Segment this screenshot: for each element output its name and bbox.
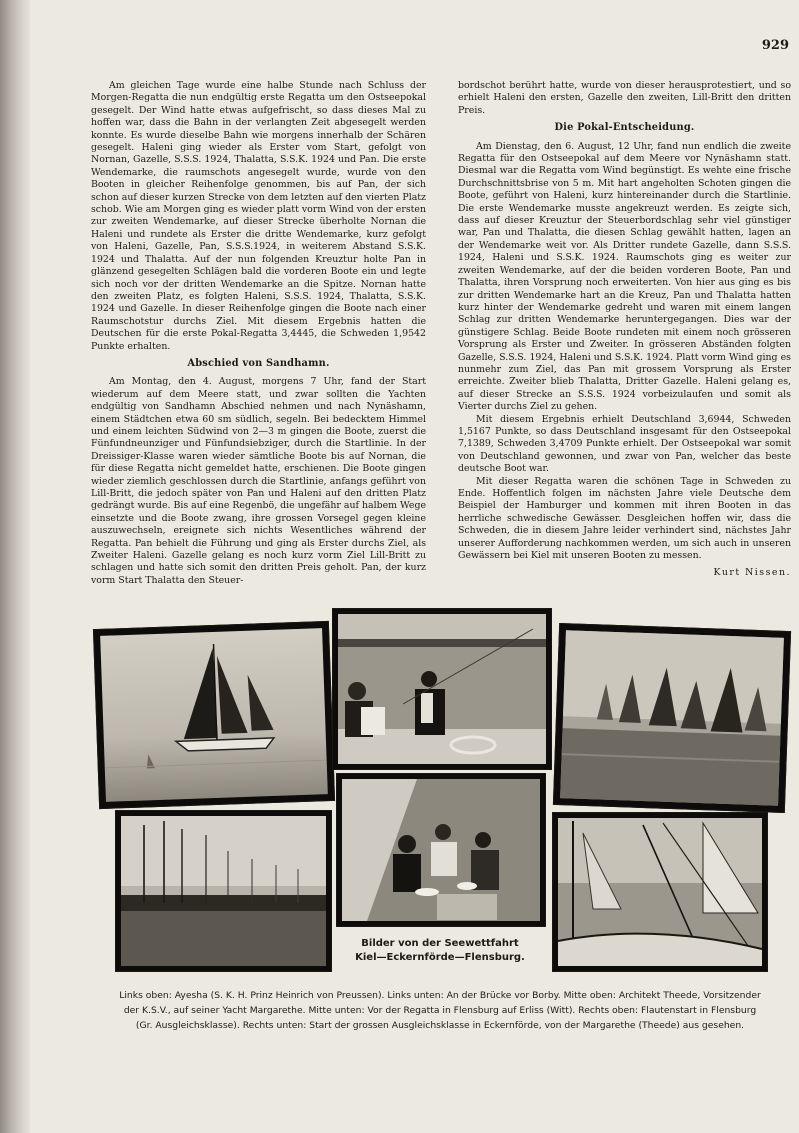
- section-heading-sandhamn: Abschied von Sandhamn.: [187, 357, 330, 369]
- section-heading-pokal: Die Pokal-Entscheidung.: [554, 122, 695, 134]
- photo-regatta-flensburg-erliss: [336, 773, 546, 927]
- gallery-panel-title: [336, 927, 544, 975]
- photo-caption: Links oben: Ayesha (S. K. H. Prinz Heinrich von Preussen). Links unten: An der Brücke vor Borby. Mitte oben: Architekt Theede, Vorsitzender der K.S.V., auf seiner Yacht Margarethe. Mitte unten: Vor der Regatta in Flensburg auf Erliss (Witt). Rechts oben: Flautenstart in Flensburg (Gr. Ausgleichsklasse). Rechts unten: Start der grossen Ausgleichsklasse in Eckernförde, von der Margarethe (Theede) aus gesehen.: [119, 990, 761, 1031]
- book-binding-shadow: [0, 0, 30, 1133]
- photo-ayesha-sailing: [93, 621, 335, 809]
- article-paragraph: Am Montag, den 4. August, morgens 7 Uhr, fand der Start wiederum auf dem Meere statt, und zwar sollten die Yachten endgültig von Sandhamn Abschied nehmen und nach Nynäshamn, einem Städtchen etwa 60 sm südlich, segeln. Bei bedecktem Himmel und einem leichten Südwind von 2—3 m gingen die Boote, zuerst die Fünfundneunziger und Fünfundsiebziger, durch die Startlinie. In der Dreissiger-Klasse waren wieder sämtliche Boote bis auf Nornan, die für diese Regatta nicht gemeldet hatte, erschienen. Die Boote gingen wieder ziemlich geschlossen durch die Startlinie, anfangs geführt von Lill-Britt, die jedoch später von Pan und Haleni auf den dritten Platz gedrängt wurde. Bis auf eine Regenbö, die ungefähr auf halbem Wege einsetzte und die Boote zwang, ihre grossen Vorsegel gegen kleine auszuwechseln, ereignete sich nichts Wesentliches während der Regatta. Pan behielt die Führung und ging als Erster durchs Ziel, als Zweiter Haleni. Gazelle gelang es noch kurz vorm Ziel Lill-Britt zu schlagen und hatte sich somit den dritten Preis geholt. Pan, der kurz vorm Start Thalatta den Steuer-: [91, 376, 426, 586]
- page-number: 929: [761, 38, 789, 53]
- gallery-title-line1: Bilder von der Seewettfahrt: [361, 938, 519, 949]
- photo-flautenstart-flensburg: [553, 623, 791, 813]
- article-right-column: [458, 80, 791, 580]
- article-paragraph: bordschot berührt hatte, wurde von dieser herausprotestiert, und so erhielt Haleni den ersten, Gazelle den zweiten, Lill-Britt den dritten Preis.: [458, 80, 791, 116]
- article-paragraph: Mit diesem Ergebnis erhielt Deutschland 3,6944, Schweden 1,5167 Punkte, so dass Deutschland insgesamt für den Ostseepokal 7,1389, Schweden 3,4709 Punkte erhielt. Der Ostseepokal war somit von Deutschland gewonnen, und zwar von Pan, welcher das beste deutsche Boot war.: [458, 413, 791, 475]
- photo-theede-yacht-margarethe: [332, 608, 552, 770]
- photo-start-ausgleichsklasse-eckernfoerde: [552, 812, 768, 972]
- article-paragraph: Am Dienstag, den 6. August, 12 Uhr, fand nun endlich die zweite Regatta für den Ostseepokal auf dem Meere vor Nynäshamn statt. Diesmal war die Regatta vom Wind begünstigt. Es wehte eine frische Durchschnittsbrise von 5 m. Mit hart angeholten Schoten gingen die Boote, geführt von Haleni, kurz hintereinander durch die Startlinie. Die erste Wendemarke musste angekreuzt werden. Es zeigte sich, dass auf dieser Kreuztur der Steuerbordschlag sehr viel günstiger war, Pan und Thalatta, die diesen Schlag gewählt hatten, lagen an der Wendemarke weit vor. Als Dritter rundete Gazelle, dann S.S.S. 1924, Haleni und S.S.K. 1924. Raumschots ging es weiter zur zweiten Wendemarke, auf der die beiden vorderen Boote, Pan und Thalatta, ihren Vorsprung noch erweiterten. Von hier aus ging es bis zur dritten Wendemarke hart an die Kreuz, Pan und Thalatta hatten kurz hinter der Wendemarke gedreht und waren mit einem langen Schlag zur dritten Wendemarke heruntergegangen. Dies war der günstigere Schlag. Beide Boote rundeten mit einem noch grösseren Vorsprung als Erster und Zweiter. In grösseren Abständen folgten Gazelle, S.S.S. 1924, Haleni und S.S.K. 1924. Platt vorm Wind ging es nunmehr zum Ziel, das Pan mit grossem Vorsprung als Erster erreichte. Zweiter blieb Thalatta, Dritter Gazelle. Haleni gelang es, auf dieser Strecke an S.S.S. 1924 vorbeizulaufen und somit als Vierter durchs Ziel zu gehen.: [458, 140, 791, 413]
- article-paragraph: Mit dieser Regatta waren die schönen Tage in Schweden zu Ende. Hoffentlich folgen im nächsten Jahre viele Deutsche dem Beispiel der Hamburger und kommen mit ihren Booten in das herrliche schwedische Gewässer. Desgleichen hoffen wir, dass die Schweden, die in diesem Jahre leider verhindert sind, nächstes Jahr unserer Aufforderung nachkommen werden, um sich auch in unseren Gewässern bei Kiel mit unseren Booten zu messen.: [458, 475, 791, 562]
- author-signature: Kurt Nissen.: [713, 567, 791, 579]
- photo-bruecke-borby: [115, 810, 332, 972]
- article-paragraph: Am gleichen Tage wurde eine halbe Stunde nach Schluss der Morgen-Regatta die nun endgültig erste Regatta um den Ostseepokal gesegelt. Der Wind hatte etwas aufgefrischt, so dass dieses Mal zu hoffen war, dass die Bahn in der verlangten Zeit abgesegelt werden konnte. Es wurde dieselbe Bahn wie morgens innerhalb der Schären gesegelt. Haleni ging wieder als Erster vom Start, gefolgt von Nornan, Gazelle, S.S.S. 1924, Thalatta, S.S.K. 1924 und Pan. Die erste Wendemarke, die raumschots angesegelt wurde, wurde von den Booten in gleicher Reihenfolge genommen, bis auf Pan, der sich schon auf dieser kurzen Strecke von dem letzten auf den vierten Platz schob. Wie am Morgen ging es wieder platt vorm Wind von der ersten zur zweiten Wendemarke, auf dieser Strecke überholte Nornan die Haleni und rundete als Erster die dritte Wendemarke, kurz gefolgt von Haleni, Gazelle, Pan, S.S.S.1924, in weiterem Abstand S.S.K. 1924 und Thalatta. Auf der nun folgenden Kreuztur holte Pan in glänzend gesegelten Schlägen bald die vorderen Boote ein und legte sich noch vor der dritten Wendemarke an die Spitze. Nornan hatte den zweiten Platz, es folgten Haleni, S.S.S. 1924, Thalatta, S.S.K. 1924 und Gazelle. In dieser Reihenfolge gingen die Boote nach einer Raumschotstur durchs Ziel. Mit diesem Ergebnis hatten die Deutschen für die erste Pokal-Regatta 3,4445, die Schweden 1,9542 Punkte erhalten.: [91, 80, 426, 352]
- article-left-column: [91, 80, 426, 587]
- gallery-title-line2: Kiel—Eckernförde—Flensburg.: [355, 952, 525, 963]
